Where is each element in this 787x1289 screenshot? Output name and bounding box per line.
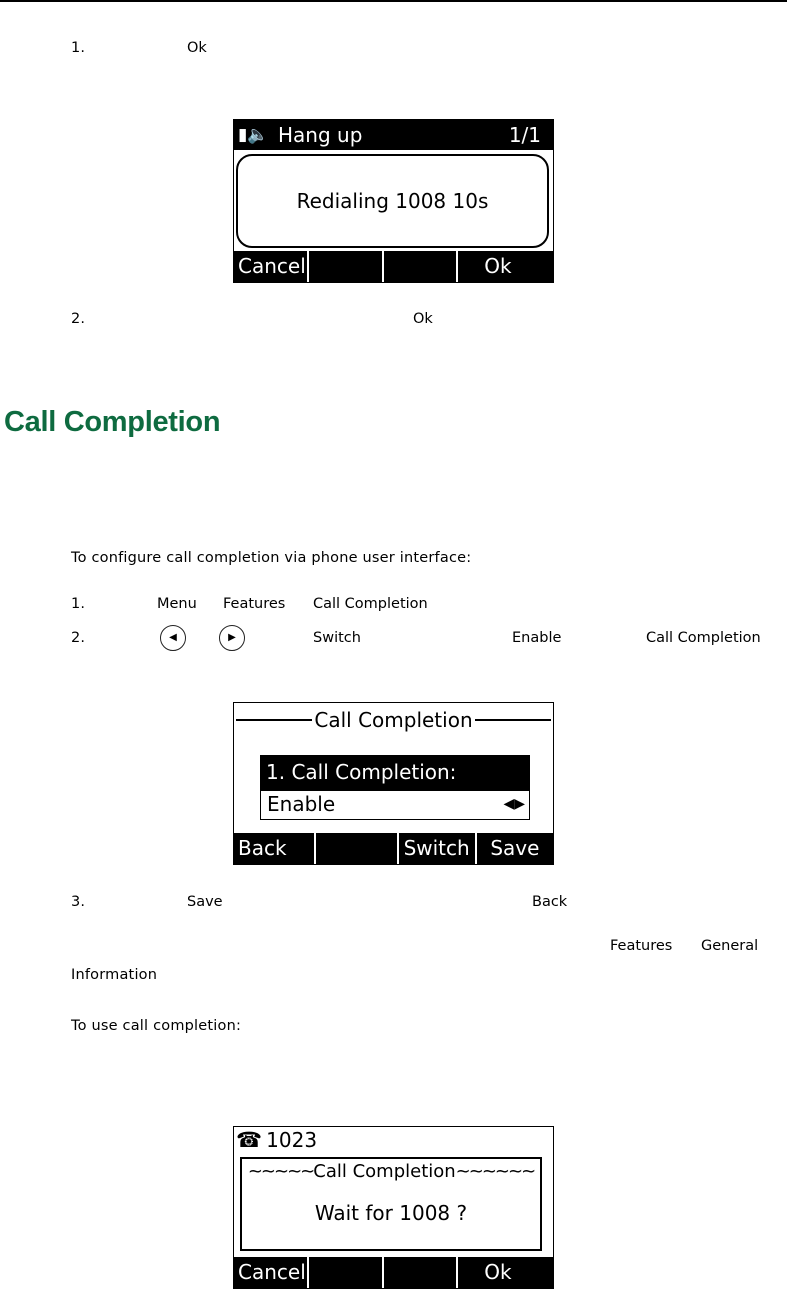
softkey-bar: [234, 251, 553, 282]
step-2-redial: [71, 311, 85, 327]
speaker-icon: ▮🔈: [238, 125, 269, 145]
information-keyword: Information: [71, 967, 158, 983]
switch-softkey[interactable]: Switch: [399, 833, 477, 864]
call-completion-keyword: Call Completion: [646, 630, 761, 646]
use-heading: To use call completion:: [71, 1018, 242, 1034]
config-step-1: [71, 596, 85, 612]
empty-softkey[interactable]: [384, 1257, 459, 1288]
line-number: 1023: [266, 1128, 318, 1152]
configure-heading: To configure call completion via phone user interface:: [71, 550, 472, 566]
softkey-bar: [234, 833, 553, 864]
tilde-decoration: ~~~~~: [247, 1161, 314, 1182]
ok-keyword: Ok: [413, 311, 433, 327]
config-step-2: [71, 630, 85, 646]
screen-title-bar: [234, 120, 553, 150]
screen-title: Call Completion: [314, 708, 473, 732]
call-completion-keyword: Call Completion: [313, 596, 428, 612]
save-softkey[interactable]: Save: [490, 836, 540, 860]
dialog-title: [242, 1161, 540, 1183]
ok-softkey[interactable]: Ok: [484, 1260, 512, 1284]
config-step-3: [71, 894, 85, 910]
step-number: 3.: [71, 894, 86, 910]
empty-softkey[interactable]: [309, 1257, 384, 1288]
line-status: [236, 1127, 317, 1153]
item-value-field[interactable]: [260, 790, 530, 820]
item-value: Enable: [267, 792, 336, 816]
ok-softkey[interactable]: Ok: [484, 254, 512, 278]
cancel-softkey[interactable]: Cancel: [234, 1257, 309, 1288]
phone-screen-redial: [233, 119, 554, 283]
features-keyword: Features: [223, 596, 286, 612]
screen-title-row: [234, 705, 553, 735]
page-indicator: 1/1: [508, 123, 541, 147]
page-top-rule: [0, 0, 787, 2]
back-keyword: Back: [532, 894, 568, 910]
section-heading: Call Completion: [4, 406, 221, 438]
softkey-bar: [234, 1257, 553, 1288]
step-number: 1.: [71, 40, 86, 56]
step-number: 1.: [71, 596, 86, 612]
step-1-redial: [71, 40, 85, 56]
dialog-message: Wait for 1008 ?: [314, 1201, 468, 1225]
phone-screen-settings: [233, 702, 554, 865]
cancel-softkey[interactable]: Cancel: [234, 251, 309, 282]
tilde-decoration: ~~~~~~: [455, 1161, 535, 1182]
call-completion-dialog: [240, 1157, 542, 1251]
title-rule: [236, 719, 312, 721]
dialog-title-text: Call Completion: [313, 1161, 456, 1182]
redial-message: Redialing 1008 10s: [236, 154, 549, 248]
ok-keyword: Ok: [187, 40, 207, 56]
features-keyword: Features: [610, 938, 673, 954]
screen-title: Hang up: [278, 123, 363, 147]
menu-keyword: Menu: [157, 596, 197, 612]
phone-icon: ☎: [236, 1128, 263, 1152]
back-softkey[interactable]: Back: [234, 833, 316, 864]
save-keyword: Save: [187, 894, 223, 910]
general-keyword: General: [701, 938, 759, 954]
left-right-arrows-icon: ◀▶: [503, 796, 525, 812]
step-number: 2.: [71, 630, 86, 646]
selected-item-label[interactable]: 1. Call Completion:: [260, 755, 530, 790]
enable-keyword: Enable: [512, 630, 562, 646]
right-nav-icon: ▶: [219, 625, 245, 651]
empty-softkey[interactable]: [309, 251, 384, 282]
phone-screen-call-completion: [233, 1126, 554, 1289]
empty-softkey[interactable]: [316, 833, 398, 864]
step-number: 2.: [71, 311, 86, 327]
empty-softkey[interactable]: [384, 251, 459, 282]
title-rule: [475, 719, 551, 721]
switch-keyword: Switch: [313, 630, 361, 646]
left-nav-icon: ◀: [160, 625, 186, 651]
